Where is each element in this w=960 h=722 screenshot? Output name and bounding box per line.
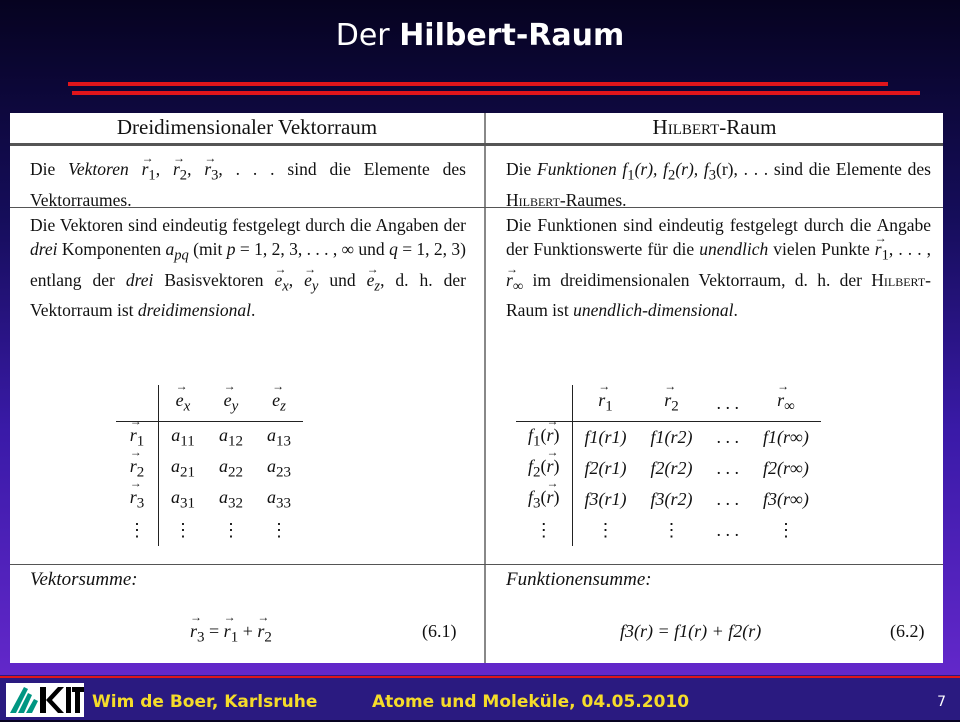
function-value-table bbox=[516, 385, 821, 546]
footer-line bbox=[0, 676, 960, 678]
slide-title: Der Hilbert-Raum bbox=[335, 18, 625, 53]
comparison-document bbox=[10, 113, 943, 663]
table-row: → $r_2$ $a_{21}$ $a_{22}$ $a_{23}$ bbox=[116, 453, 303, 484]
left-row1-text: Die Vektoren → $r_1$, → $r_2$, → $r_3$, . . . sind die Elemente des Vektorraumes. bbox=[30, 157, 466, 212]
equation-number-6-1: (6.1) bbox=[422, 621, 457, 641]
equation-number-6-2: (6.2) bbox=[890, 621, 925, 641]
col-header-rinf: → $r_\infty$ bbox=[751, 385, 821, 422]
right-sum-label: Funktionensumme: bbox=[506, 569, 652, 590]
footer-author: Wim de Boer, Karlsruhe bbox=[92, 692, 318, 712]
table-row: $f_2(\to r)$ f2(r1) f2(r2) . . . f2(r∞) bbox=[516, 453, 821, 484]
right-row1-text: Die Funktionen $f_1(r)$, $f_2(r)$, $f_3(r)$, . . . sind die Elemente des Hilbert-Raumes. bbox=[506, 159, 931, 210]
page-number: 7 bbox=[937, 694, 946, 710]
left-sum-label: Vektorsumme: bbox=[30, 569, 138, 590]
table-row: → $r_3$ $a_{31}$ $a_{32}$ $a_{33}$ bbox=[116, 484, 303, 515]
left-header: Dreidimensionaler Vektorraum bbox=[116, 115, 378, 139]
equation-6-2: f3(r) = f1(r) + f2(r) bbox=[620, 621, 762, 641]
vector-component-table bbox=[116, 385, 303, 546]
footer-course: Atome und Moleküle, 04.05.2010 bbox=[372, 692, 690, 712]
col-header-r2: → $r_2$ bbox=[639, 385, 705, 422]
col-header-dots: . . . bbox=[705, 385, 752, 422]
title-underline-1 bbox=[68, 82, 888, 86]
table-row: $f_3(\to r)$ f3(r1) f3(r2) . . . f3(r∞) bbox=[516, 484, 821, 515]
right-header: Hilbert-Raum bbox=[652, 115, 777, 139]
table-row: $f_1(\to r)$ f1(r1) f1(r2) . . . f1(r∞) bbox=[516, 422, 821, 454]
col-header-ex: → $e_x$ bbox=[159, 385, 208, 422]
col-header-ez: → $e_z$ bbox=[255, 385, 303, 422]
table-row: ⋮ ⋮ ⋮ . . . ⋮ bbox=[516, 515, 821, 546]
equation-6-1: → $r_3$ = → $r_1$ + → $r_2$ bbox=[190, 621, 272, 647]
col-header-r1: → $r_1$ bbox=[572, 385, 639, 422]
table-row: → $r_1$ $a_{11}$ $a_{12}$ $a_{13}$ bbox=[116, 422, 303, 454]
row-divider-2 bbox=[10, 564, 943, 565]
right-row2-text: Die Funktionen sind eindeutig festgelegt durch die Angabe der Funktionswerte für die unendlich vielen Punkte → $r_1$, . . . , → $r_\infty$ im dreidimensionalen Vektorraum, d. h. der Hilbert-Raum ist unendlich-dimensional. bbox=[506, 213, 931, 322]
column-divider bbox=[484, 113, 486, 663]
table-row: ⋮ ⋮ ⋮ ⋮ bbox=[116, 515, 303, 546]
left-row2-text: Die Vektoren sind eindeutig festgelegt durch die Angaben der drei Komponenten $a_{pq}$ (mit p = 1, 2, 3, . . . , ∞ und q = 1, 2, 3) entlang der drei Basisvektoren → $e_x$, → $e_y$ und → $e_z$, d. h. der Vektorraum ist dreidimensional. bbox=[30, 213, 466, 322]
col-header-ey: → $e_y$ bbox=[207, 385, 255, 422]
title-underline-2 bbox=[72, 91, 920, 95]
kit-logo bbox=[6, 683, 84, 717]
